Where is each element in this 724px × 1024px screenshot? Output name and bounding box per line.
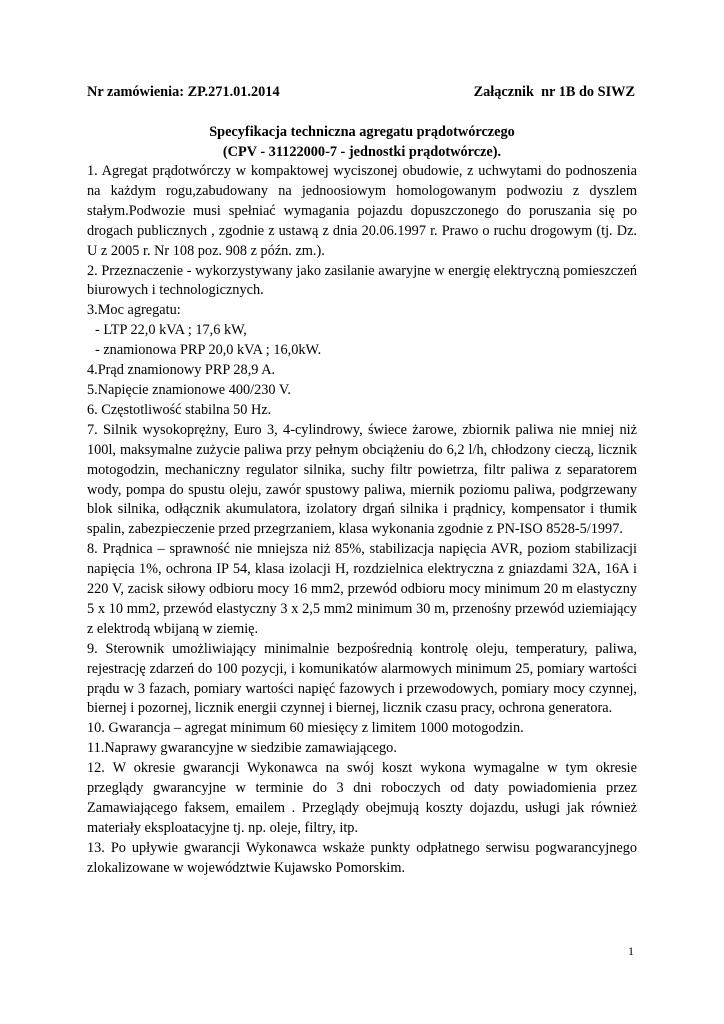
spec-item-8: 8. Prądnica – sprawność nie mniejsza niż 85%, stabilizacja napięcia AVR, poziom stabilizacji napięcia 1%, ochrona IP 54, klasa izolacji H, rozdzielnica elektryczna z gniazdami 32A, 16A i 220 V, zacisk siłowy odbioru mocy 16 mm2, przewód odbioru mocy minimum 20 m elastyczny 5 x 10 mm2, przewód elastyczny 3 x 2,5 mm2 minimum 30 m, przenośny przewód uziemiający z elektrodą wbijaną w ziemię. (87, 541, 637, 637)
spec-item-5: 5.Napięcie znamionowe 400/230 V. (87, 381, 291, 398)
spec-item-7: 7. Silnik wysokoprężny, Euro 3, 4-cylindrowy, świece żarowe, zbiornik paliwa nie mniej niż 100l, maksymalne zużycie paliwa przy pełnym obciążeniu do 6,2 l/h, chłodzony cieczą, licznik motogodzin, mechaniczny regulator silnika, suchy filtr powietrza, filtr paliwa z separatorem wody, pompa do spustu oleju, zawór spustowy paliwa, miernik poziomu paliwa, podgrzewany blok silnika, odłącznik akumulatora, izolatory drgań silnika i prądnicy, kompensator i tłumik spalin, zabezpieczenie przed przegrzaniem, klasa wykonania zgodnie z PN-ISO 8528-5/1997. (87, 421, 637, 538)
page-number: 1 (628, 944, 634, 958)
spec-item-3: 3.Moc agregatu: (87, 302, 181, 319)
spec-item-13: 13. Po upływie gwarancji Wykonawca wskaże punkty odpłatnego serwisu pogwarancyjnego zlokalizowane w województwie Kujawsko Pomorskim. (87, 839, 637, 876)
spec-body (87, 162, 637, 879)
spec-subtitle: (CPV - 31122000-7 - jednostki prądotwórcze). (222, 144, 502, 160)
spec-item-10: 10. Gwarancja – agregat minimum 60 miesięcy z limitem 1000 motogodzin. (87, 720, 524, 737)
spec-item-2: 2. Przeznaczenie - wykorzystywany jako zasilanie awaryjne w energię elektryczną pomieszczeń biurowych i technologicznych. (87, 262, 637, 299)
spec-item-9: 9. Sterownik umożliwiający minimalnie bezpośrednią kontrolę oleju, temperatury, paliwa, rejestrację zdarzeń do 100 pozycji, i komunikatów alarmowych minimum 25, pomiary wartości prądu w 3 fazach, pomiary wartości napięć fazowych i przewodowych, pomiary mocy czynnej, biernej i pozornej, licznik energii czynnej i biernej, licznik czasu pracy, ochrona generatora. (87, 640, 637, 717)
spec-item-6: 6. Częstotliwość stabilna 50 Hz. (87, 401, 272, 418)
order-number: Nr zamówienia: ZP.271.01.2014 (87, 84, 280, 100)
spec-item-11: 11.Naprawy gwarancyjne w siedzibie zamawiającego. (87, 740, 397, 757)
spec-item-1: 1. Agregat prądotwórczy w kompaktowej wyciszonej obudowie, z uchwytami do podnoszenia na każdym rogu,zabudowany na jednoosiowym homologowanym podwoziu z dyszlem stałym.Podwozie musi spełniać wymagania pojazdu dopuszczonego do poruszania się po drogach publicznych , zgodnie z ustawą z dnia 20.06.1997 r. Prawo o ruchu drogowym (tj. Dz. U z 2005 r. Nr 108 poz. 908 z późn. zm.). (87, 163, 637, 259)
spec-item-4: 4.Prąd znamionowy PRP 28,9 A. (87, 362, 276, 379)
spec-item-3-prp: - znamionowa PRP 20,0 kVA ; 16,0kW. (95, 342, 322, 359)
attachment-label: Załącznik nr 1B do SIWZ (473, 84, 635, 100)
spec-title: Specyfikacja techniczna agregatu prądotwórczego (209, 124, 515, 140)
spec-item-3-ltp: - LTP 22,0 kVA ; 17,6 kW, (95, 322, 247, 339)
spec-item-12: 12. W okresie gwarancji Wykonawca na swój koszt wykona wymagalne w tym okresie przeglądy gwarancyjne w terminie do 3 dni roboczych od daty powiadomienia przez Zamawiającego faksem, emailem . Przeglądy obejmują koszty dojazdu, usługi jak również materiały eksploatacyjne tj. np. oleje, filtry, itp. (87, 760, 637, 836)
header-row (87, 84, 635, 106)
